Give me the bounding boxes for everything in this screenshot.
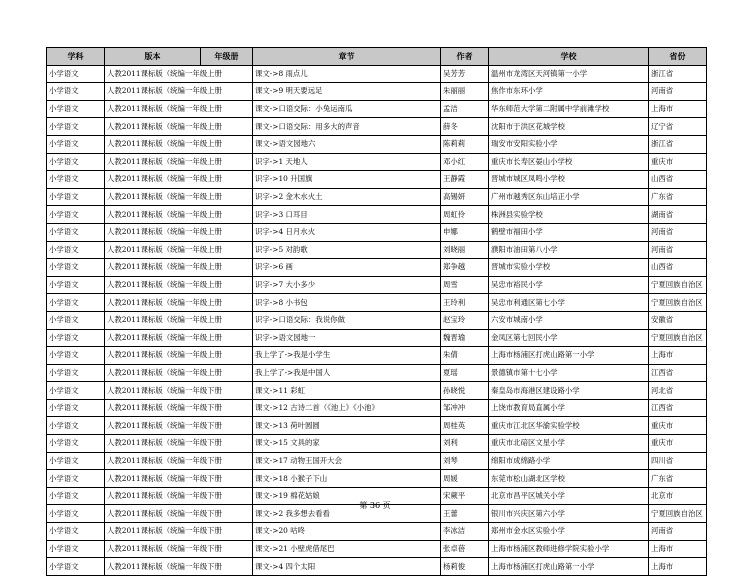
cell-subject: 小学语文 [47, 153, 105, 171]
cell-author: 申娜 [441, 223, 489, 241]
cell-edition-grade: 人教2011课标版（统编一年级上册 [105, 100, 253, 118]
cell-edition-grade: 人教2011课标版（统编一年级上册 [105, 259, 253, 277]
table-row [47, 135, 707, 153]
cell-province: 山西省 [649, 171, 707, 189]
table-row [47, 223, 707, 241]
header-author: 作者 [441, 48, 489, 66]
cell-school: 景德镇市第十七小学 [489, 364, 649, 382]
cell-edition-grade: 人教2011课标版（统编一年级上册 [105, 347, 253, 365]
cell-province: 辽宁省 [649, 118, 707, 136]
cell-edition-grade: 人教2011课标版（统编一年级上册 [105, 364, 253, 382]
cell-province: 浙江省 [649, 65, 707, 83]
cell-edition-grade: 人教2011课标版（统编一年级上册 [105, 206, 253, 224]
cell-subject: 小学语文 [47, 382, 105, 400]
cell-edition-grade: 人教2011课标版（统编一年级下册 [105, 540, 253, 558]
table-row [47, 452, 707, 470]
cell-edition-grade: 人教2011课标版（统编一年级下册 [105, 487, 253, 505]
table-row [47, 83, 707, 101]
table-row [47, 118, 707, 136]
cell-author: 宋蕨平 [441, 487, 489, 505]
cell-chapter: 识字->5 对韵歌 [253, 241, 441, 259]
cell-province: 重庆市 [649, 153, 707, 171]
cell-author: 周雪 [441, 276, 489, 294]
cell-school: 晋城市城区凤鸣小学校 [489, 171, 649, 189]
cell-author: 刘晓丽 [441, 241, 489, 259]
header-subject: 学科 [47, 48, 105, 66]
cell-author: 薛冬 [441, 118, 489, 136]
table-row [47, 329, 707, 347]
cell-province: 宁夏回族自治区 [649, 505, 707, 523]
cell-author: 刘利 [441, 435, 489, 453]
cell-subject: 小学语文 [47, 505, 105, 523]
cell-edition-grade: 人教2011课标版（统编一年级上册 [105, 241, 253, 259]
table-body [47, 65, 707, 575]
cell-school: 株洲县实验学校 [489, 206, 649, 224]
cell-chapter: 课文->9 明天要远足 [253, 83, 441, 101]
cell-chapter: 课文->13 荷叶圆圆 [253, 417, 441, 435]
table-row [47, 294, 707, 312]
cell-province: 重庆市 [649, 417, 707, 435]
cell-province: 重庆市 [649, 435, 707, 453]
cell-chapter: 课文->11 彩虹 [253, 382, 441, 400]
cell-author: 周桂英 [441, 417, 489, 435]
cell-chapter: 识字->8 小书包 [253, 294, 441, 312]
cell-school: 上海市杨浦区打虎山路第一小学 [489, 347, 649, 365]
table-row [47, 470, 707, 488]
cell-edition-grade: 人教2011课标版（统编一年级下册 [105, 435, 253, 453]
cell-edition-grade: 人教2011课标版（统编一年级上册 [105, 294, 253, 312]
table-row [47, 382, 707, 400]
header-row [47, 48, 707, 66]
cell-school: 瑞安市安阳实验小学 [489, 135, 649, 153]
table-row [47, 435, 707, 453]
cell-subject: 小学语文 [47, 206, 105, 224]
cell-province: 河南省 [649, 83, 707, 101]
page-number: 第 36 页 [359, 501, 391, 510]
cell-author: 孙晓悦 [441, 382, 489, 400]
cell-author: 陈莉莉 [441, 135, 489, 153]
cell-author: 夏瑶 [441, 364, 489, 382]
cell-school: 秦皇岛市海港区建设路小学 [489, 382, 649, 400]
cell-chapter: 识字->口语交际：我说你做 [253, 311, 441, 329]
table-row [47, 241, 707, 259]
cell-school: 重庆市长寿区晏山小学校 [489, 153, 649, 171]
cell-subject: 小学语文 [47, 83, 105, 101]
table-row [47, 417, 707, 435]
cell-edition-grade: 人教2011课标版（统编一年级下册 [105, 452, 253, 470]
cell-chapter: 识字->7 大小多少 [253, 276, 441, 294]
cell-province: 江西省 [649, 364, 707, 382]
cell-subject: 小学语文 [47, 347, 105, 365]
cell-author: 高锡妍 [441, 188, 489, 206]
cell-chapter: 课文->21 小壁虎借尾巴 [253, 540, 441, 558]
data-table-container [46, 47, 706, 576]
table-row [47, 540, 707, 558]
cell-author: 魏晋瑜 [441, 329, 489, 347]
cell-subject: 小学语文 [47, 118, 105, 136]
data-table [46, 47, 707, 576]
cell-edition-grade: 人教2011课标版（统编一年级上册 [105, 135, 253, 153]
cell-edition-grade: 人教2011课标版（统编一年级上册 [105, 188, 253, 206]
cell-school: 上海市杨浦区打虎山路第一小学 [489, 558, 649, 576]
cell-chapter: 课文->口语交际：小兔运南瓜 [253, 100, 441, 118]
cell-chapter: 识字->4 日月水火 [253, 223, 441, 241]
cell-province: 安徽省 [649, 311, 707, 329]
cell-author: 吴芳芳 [441, 65, 489, 83]
cell-chapter: 课文->语文园地六 [253, 135, 441, 153]
cell-chapter: 课文->17 动物王国开大会 [253, 452, 441, 470]
cell-chapter: 我上学了->我是小学生 [253, 347, 441, 365]
cell-author: 王玲利 [441, 294, 489, 312]
cell-chapter: 识字->2 金木水火土 [253, 188, 441, 206]
cell-school: 重庆市北碚区文星小学 [489, 435, 649, 453]
cell-school: 吴忠市利通区第七小学 [489, 294, 649, 312]
cell-chapter: 识字->10 升国旗 [253, 171, 441, 189]
cell-province: 四川省 [649, 452, 707, 470]
table-row [47, 153, 707, 171]
cell-author: 郑争越 [441, 259, 489, 277]
cell-subject: 小学语文 [47, 100, 105, 118]
cell-chapter: 识字->1 天地人 [253, 153, 441, 171]
cell-province: 河南省 [649, 241, 707, 259]
cell-subject: 小学语文 [47, 364, 105, 382]
header-province: 省份 [649, 48, 707, 66]
table-row [47, 364, 707, 382]
table-row [47, 206, 707, 224]
cell-subject: 小学语文 [47, 294, 105, 312]
cell-chapter: 课文->8 雨点儿 [253, 65, 441, 83]
cell-province: 上海市 [649, 540, 707, 558]
cell-edition-grade: 人教2011课标版（统编一年级下册 [105, 417, 253, 435]
cell-edition-grade: 人教2011课标版（统编一年级下册 [105, 399, 253, 417]
cell-school: 东莞市松山湖北区学校 [489, 470, 649, 488]
table-row [47, 276, 707, 294]
cell-chapter: 识字->语文园地一 [253, 329, 441, 347]
cell-subject: 小学语文 [47, 276, 105, 294]
cell-edition-grade: 人教2011课标版（统编一年级下册 [105, 382, 253, 400]
cell-school: 北京市昌平区城关小学 [489, 487, 649, 505]
cell-author: 周虹伶 [441, 206, 489, 224]
cell-school: 焦作市东环小学 [489, 83, 649, 101]
cell-province: 山西省 [649, 259, 707, 277]
cell-province: 广东省 [649, 188, 707, 206]
cell-chapter: 识字->6 画 [253, 259, 441, 277]
cell-subject: 小学语文 [47, 435, 105, 453]
table-row [47, 188, 707, 206]
cell-subject: 小学语文 [47, 417, 105, 435]
cell-chapter: 课文->18 小猴子下山 [253, 470, 441, 488]
cell-province: 广东省 [649, 470, 707, 488]
cell-school: 绵阳市成绵路小学 [489, 452, 649, 470]
cell-subject: 小学语文 [47, 540, 105, 558]
cell-subject: 小学语文 [47, 65, 105, 83]
cell-school: 晋城市实验小学校 [489, 259, 649, 277]
cell-author: 刘琴 [441, 452, 489, 470]
header-chapter: 章节 [253, 48, 441, 66]
table-row [47, 523, 707, 541]
cell-province: 河南省 [649, 523, 707, 541]
cell-subject: 小学语文 [47, 470, 105, 488]
cell-school: 郑州市金水区实验小学 [489, 523, 649, 541]
cell-school: 银川市兴庆区第六小学 [489, 505, 649, 523]
cell-subject: 小学语文 [47, 171, 105, 189]
table-row [47, 100, 707, 118]
cell-edition-grade: 人教2011课标版（统编一年级上册 [105, 311, 253, 329]
cell-province: 河南省 [649, 223, 707, 241]
cell-subject: 小学语文 [47, 329, 105, 347]
cell-province: 浙江省 [649, 135, 707, 153]
cell-chapter: 课文->12 古诗二首（《池上》《小池》 [253, 399, 441, 417]
cell-author: 杨莉俊 [441, 558, 489, 576]
cell-edition-grade: 人教2011课标版（统编一年级上册 [105, 153, 253, 171]
header-school: 学校 [489, 48, 649, 66]
header-grade: 年级册 [201, 48, 253, 66]
cell-subject: 小学语文 [47, 223, 105, 241]
cell-school: 温州市龙湾区天河镇第一小学 [489, 65, 649, 83]
cell-chapter: 课文->19 棉花姑娘 [253, 487, 441, 505]
cell-author: 周媛 [441, 470, 489, 488]
cell-subject: 小学语文 [47, 523, 105, 541]
cell-province: 湖南省 [649, 206, 707, 224]
cell-school: 沈阳市于洪区花城学校 [489, 118, 649, 136]
cell-edition-grade: 人教2011课标版（统编一年级上册 [105, 171, 253, 189]
cell-school: 上海市杨浦区教师进修学院实验小学 [489, 540, 649, 558]
cell-edition-grade: 人教2011课标版（统编一年级下册 [105, 470, 253, 488]
table-row [47, 399, 707, 417]
cell-author: 王静霞 [441, 171, 489, 189]
cell-province: 宁夏回族自治区 [649, 329, 707, 347]
cell-subject: 小学语文 [47, 311, 105, 329]
cell-subject: 小学语文 [47, 241, 105, 259]
cell-author: 孟洁 [441, 100, 489, 118]
cell-author: 李冰洁 [441, 523, 489, 541]
cell-school: 吴忠市裕民小学 [489, 276, 649, 294]
cell-province: 北京市 [649, 487, 707, 505]
table-row [47, 259, 707, 277]
cell-edition-grade: 人教2011课标版（统编一年级上册 [105, 118, 253, 136]
table-row [47, 171, 707, 189]
cell-edition-grade: 人教2011课标版（统编一年级上册 [105, 276, 253, 294]
cell-edition-grade: 人教2011课标版（统编一年级上册 [105, 329, 253, 347]
cell-school: 上饶市教育局直属小学 [489, 399, 649, 417]
cell-province: 上海市 [649, 558, 707, 576]
cell-subject: 小学语文 [47, 558, 105, 576]
cell-subject: 小学语文 [47, 487, 105, 505]
cell-subject: 小学语文 [47, 452, 105, 470]
cell-chapter: 课文->口语交际：用多大的声音 [253, 118, 441, 136]
cell-school: 重庆市江北区华渝实验学校 [489, 417, 649, 435]
cell-chapter: 课文->15 文具的家 [253, 435, 441, 453]
cell-school: 广州市越秀区东山培正小学 [489, 188, 649, 206]
cell-subject: 小学语文 [47, 399, 105, 417]
cell-province: 宁夏回族自治区 [649, 276, 707, 294]
cell-author: 邓小红 [441, 153, 489, 171]
cell-edition-grade: 人教2011课标版（统编一年级下册 [105, 505, 253, 523]
cell-edition-grade: 人教2011课标版（统编一年级上册 [105, 83, 253, 101]
cell-edition-grade: 人教2011课标版（统编一年级下册 [105, 523, 253, 541]
table-row [47, 558, 707, 576]
cell-edition-grade: 人教2011课标版（统编一年级上册 [105, 65, 253, 83]
table-row [47, 311, 707, 329]
header-edition: 版本 [105, 48, 201, 66]
cell-school: 金凤区第七回民小学 [489, 329, 649, 347]
cell-school: 濮阳市油田第八小学 [489, 241, 649, 259]
cell-school: 华东师范大学第二附属中学前滩学校 [489, 100, 649, 118]
table-row [47, 347, 707, 365]
cell-author: 王蕾 [441, 505, 489, 523]
cell-school: 六安市城南小学 [489, 311, 649, 329]
cell-chapter: 课文->20 咕咚 [253, 523, 441, 541]
table-row [47, 65, 707, 83]
cell-province: 河北省 [649, 382, 707, 400]
cell-school: 鹤壁市福田小学 [489, 223, 649, 241]
cell-province: 上海市 [649, 100, 707, 118]
cell-author: 邹冲冲 [441, 399, 489, 417]
cell-author: 朱倩 [441, 347, 489, 365]
cell-chapter: 课文->4 四个太阳 [253, 558, 441, 576]
cell-author: 张卓蓓 [441, 540, 489, 558]
cell-province: 江西省 [649, 399, 707, 417]
cell-edition-grade: 人教2011课标版（统编一年级上册 [105, 223, 253, 241]
cell-edition-grade: 人教2011课标版（统编一年级下册 [105, 558, 253, 576]
cell-subject: 小学语文 [47, 135, 105, 153]
cell-subject: 小学语文 [47, 259, 105, 277]
cell-author: 赵宝玲 [441, 311, 489, 329]
cell-province: 宁夏回族自治区 [649, 294, 707, 312]
cell-chapter: 课文->2 我多想去看看 [253, 505, 441, 523]
cell-province: 上海市 [649, 347, 707, 365]
cell-author: 朱丽丽 [441, 83, 489, 101]
cell-subject: 小学语文 [47, 188, 105, 206]
cell-chapter: 识字->3 口耳目 [253, 206, 441, 224]
cell-chapter: 我上学了->我是中国人 [253, 364, 441, 382]
